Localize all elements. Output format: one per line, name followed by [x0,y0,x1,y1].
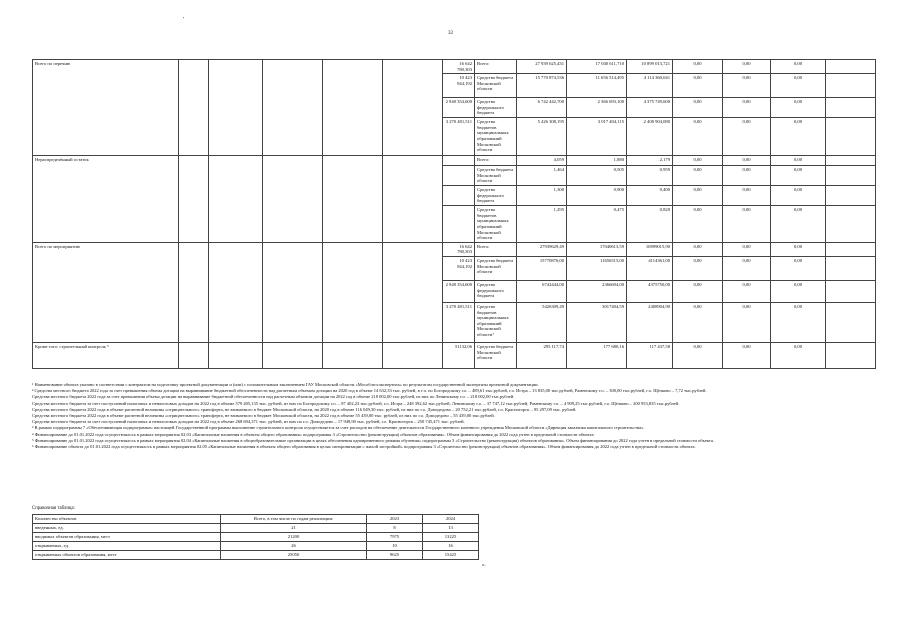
footnote: ⁴ Финансирование до 01.01.2022 года осуществлялось в рамках мероприятия 02.03 «Капитальные вложения в объекты общего образования» подпрограммы 3 «Строительство (реконструкция) объектов образования». Объем финансирования до 2022 года учтен в предельной стоимости объекта. [32,431,595,437]
empty-cell [826,256,876,280]
funding-table [32,59,905,369]
prior-amount [443,206,475,243]
amount-zero: 0,00 [673,186,723,206]
empty-cell [179,342,209,368]
amount-2023: 0,505 [567,166,627,186]
amount-zero: 0,00 [723,166,771,186]
amount-zero: 0,00 [723,156,771,166]
amount-zero: 0,00 [771,242,826,256]
amount-2024: 10 899 013,721 [627,60,673,74]
amount-zero: 0,00 [723,256,771,280]
amount-zero: 0,00 [771,156,826,166]
amount-total: 1,464 [517,166,567,186]
reference-cell-y1: 10 [367,542,423,551]
empty-cell [826,242,876,256]
empty-cell [209,242,263,342]
amount-total: 15 770 874,536 [517,74,567,98]
amount-zero: 0,00 [771,206,826,243]
amount-zero: 0,00 [771,74,826,98]
amount-zero: 0,00 [673,98,723,118]
footnote: ³ В рамках подпрограммы 7 «Обеспечивающая подпрограмма» настоящей Государственной программы выполнение строительного контроля осуществляется за счет расходов на обеспечение деятельности Государственного казенного учреждения Московской области «Дирекция заказчика капитального строительства». [32,425,645,431]
reference-row [33,533,479,542]
reference-header-label: Количество объектов [33,515,221,524]
amount-2024: 117 437,58 [627,342,673,368]
prior-amount: 16 642 780,303 [443,242,475,256]
amount-total: 295 117,74 [517,342,567,368]
reference-cell-total: 26 [221,542,367,551]
amount-zero: 0,00 [723,342,771,368]
empty-cell [826,60,876,74]
reference-header-total: Всего, в том числе по годам реализации: [221,515,367,524]
empty-cell [826,98,876,118]
amount-2023: 11656515,00 [567,256,627,280]
funding-source: Всего: [475,156,517,166]
amount-zero: 0,00 [771,342,826,368]
prior-amount: 10 423 944,192 [443,74,475,98]
amount-2023: 0,900 [567,186,627,206]
reference-table-title: Справочная таблица: [32,506,75,511]
table-row [33,242,905,256]
amount-zero: 0,00 [673,242,723,256]
section-title: Всего по перечню [33,60,179,156]
prior-amount: 2 948 354,600 [443,98,475,118]
empty-cell [323,60,383,156]
section-title: Кроме того: строительный контроль ⁵ [33,342,179,368]
amount-total: 1,295 [517,206,567,243]
amount-total: 1,300 [517,186,567,206]
amount-2023: 11 656 514,495 [567,74,627,98]
amount-total: 27939629,49 [517,242,567,256]
closing-quote: ». [482,563,486,568]
amount-zero: 0,00 [723,60,771,74]
stray-mark: ' [183,17,185,23]
empty-cell [383,342,443,368]
footnote: ² Средства местного бюджета 2022 года за счет превышения объема дотации на выравнивание бюджетной обеспеченности над расчетным объемом дотации на 2020 год в объеме 14 632,33 тыс. рублей, в т.ч. по Богородскому г.о. – 489,61 тыс.рублей, г.о. Истра – 13 835,00 тыс.рублей, Раменскому г.о. – 300,00 тыс.рублей, г.о. Щёлково – 7,72 тыс.рублей. [32,388,707,394]
amount-2024: 4 114 360,041 [627,74,673,98]
amount-2023: 1,880 [567,156,627,166]
amount-2024: 4375750,00 [627,280,673,302]
amount-zero: 0,00 [673,156,723,166]
empty-cell [826,166,876,186]
amount-zero: 0,00 [673,206,723,243]
reference-cell-y1: 9625 [367,551,423,560]
amount-zero: 0,00 [771,118,826,156]
amount-zero: 0,00 [673,166,723,186]
reference-row [33,524,479,533]
amount-zero: 0,00 [673,280,723,302]
reference-cell-y1: 7975 [367,533,423,542]
amount-zero: 0,00 [673,60,723,74]
page-number: 32 [448,31,453,36]
reference-cell-y1: 8 [367,524,423,533]
amount-2023: 177 680,16 [567,342,627,368]
footnotes [32,382,877,450]
amount-zero: 0,00 [771,280,826,302]
amount-total: 27 939 625,431 [517,60,567,74]
footnote: ⁵ Финансирование до 01.01.2022 года осуществлялось в рамках мероприятия 02.04 «Капитальные вложения в общеобразовательные организации в целях обеспечения одновременного режима обучения» подпрограммы 3 «Строительство (реконструкция) объектов образования». Объем финансирования до 2022 года учтен в предельной стоимости объекта. [32,437,715,443]
amount-zero: 0,00 [723,186,771,206]
reference-cell-label: открываемых объектов образования, мест [33,551,221,560]
empty-cell [179,156,209,243]
amount-zero: 0,00 [771,186,826,206]
reference-cell-y2: 13225 [423,533,479,542]
amount-zero: 0,00 [723,118,771,156]
footnote: ⁶ Финансирование объекта до 01.01.2022 года осуществлялось в рамках мероприятия 02.05 «Капитальные вложения в объекты общего образования в целях синхронизации с жилой застройкой» подпрограммы 3 «Строительство (реконструкция) объектов образования». Объем финансирования до 2022 года учтен в предельной стоимости объекта. [32,444,696,450]
amount-2024: 0,820 [627,206,673,243]
amount-2024: 2408904,90 [627,302,673,342]
amount-total: 5426309,49 [517,302,567,342]
amount-total: 15770876,00 [517,256,567,280]
reference-cell-label: введенных, ед. [33,524,221,533]
reference-cell-y2: 16 [423,542,479,551]
prior-amount [443,166,475,186]
prior-amount: 3 270 481,511 [443,118,475,156]
funding-source: Средства бюджета Московской области [475,256,517,280]
amount-zero: 0,00 [673,118,723,156]
amount-zero: 0,00 [723,98,771,118]
funding-source: Средства бюджетов муниципальных образований Московской области⁷ [475,302,517,342]
empty-cell [383,60,443,156]
reference-table [32,514,479,560]
reference-cell-label: открываемых, ед. [33,542,221,551]
amount-2024: 2,179 [627,156,673,166]
reference-header-row [33,515,479,524]
amount-zero: 0,00 [771,302,826,342]
amount-total: 4,059 [517,156,567,166]
amount-total: 6 742 442,700 [517,98,567,118]
amount-2024: 10899015,90 [627,242,673,256]
footnote: Средства местного бюджета 2022 года за счет превышения объема дотации на выравнивание бюджетной обеспеченности над расчетным объемом дотации на 2022 год в объеме 218 002,00 тыс.рублей, из них по Ленинскому г.о. – 218 002,00 тыс.рублей. [32,394,515,400]
amount-zero: 0,00 [771,256,826,280]
prior-amount: 2 948 354,600 [443,280,475,302]
empty-cell [179,60,209,156]
footnote: Средства местного бюджета 2022 года в объеме расчетной величины «отрицательного» трансферта, не взимаемого в бюджет Московской области, на 2020 год в объеме 116 049,30 тыс. рублей, из них по г.о. Домодедово – 20 752,21 тыс.рублей, г.о. Красногорск – 95 297,09 тыс. рублей. [32,406,577,412]
reference-cell-y2: 15425 [423,551,479,560]
amount-zero: 0,00 [723,242,771,256]
amount-2024: 4 375 749,600 [627,98,673,118]
amount-zero: 0,00 [673,74,723,98]
empty-cell [826,206,876,243]
funding-source: Средства бюджета Московской области [475,166,517,186]
funding-source: Средства бюджетов муниципальных образований Московской области [475,118,517,156]
empty-cell [263,156,323,243]
amount-zero: 0,00 [723,302,771,342]
reference-cell-label: вводимых объектов образования, мест [33,533,221,542]
amount-zero: 0,00 [723,74,771,98]
empty-cell [263,342,323,368]
empty-cell [323,342,383,368]
footnote: ¹ Наименование объекта указано в соответствии с контрактом на подготовку проектной документации и (или) с положительным заключением ГАУ Московской области «Мособлгосэкспертиза» по результатам государственной экспертизы проектной документации. [32,382,539,387]
amount-zero: 0,00 [673,256,723,280]
amount-2023: 2366694,00 [567,280,627,302]
prior-amount: 10 423 944,192 [443,256,475,280]
empty-cell [826,118,876,156]
prior-amount: 51132,06 [443,342,475,368]
reference-header-year-1: 2023 [367,515,423,524]
amount-2023: 17040613,59 [567,242,627,256]
amount-2024: 0,400 [627,186,673,206]
funding-source: Средства федерального бюджета [475,186,517,206]
prior-amount: 16 642 780,303 [443,60,475,74]
footnote: Средства местного бюджета 2022 года в объеме расчетной величины «отрицательного» трансферта, не взимаемого в бюджет Московской области, на 2022 год в объеме 55 439,00 тыс. рублей, из них по г.о. Домодедово – 55 439,00 тыс.рублей. [32,413,495,419]
prior-amount: 3 270 481,511 [443,302,475,342]
amount-zero: 0,00 [673,342,723,368]
table-row [33,60,905,74]
funding-source: Средства бюджета Московской области [475,74,517,98]
footnote: Средства местного бюджета за счет поступлений налоговых и неналоговых доходов на 2022 год в объеме 579 405,135 тыс. рублей, из них по Богородскому г.о. – 87 402,23 тыс.рублей, г.о. Истра – 248 392,62 тыс.рублей, Ленинскому г.о. – 37 747,12 тыс.рублей, Раменскому г.о. – 4 909,25 тыс.рублей, г.о. Щёлково – 200 953,835 тыс.рублей. [32,400,680,406]
empty-cell [209,342,263,368]
amount-zero: 0,00 [673,302,723,342]
empty-cell [383,242,443,342]
amount-2023: 0,475 [567,206,627,243]
empty-cell [209,156,263,243]
empty-cell [826,302,876,342]
section-title: Нераспределённый остаток [33,156,179,243]
amount-zero: 0,00 [723,280,771,302]
funding-source: Средства федерального бюджета [475,280,517,302]
reference-row [33,542,479,551]
empty-cell [826,186,876,206]
prior-amount [443,156,475,166]
amount-2023: 3 017 404,115 [567,118,627,156]
empty-cell [826,156,876,166]
empty-cell [826,74,876,98]
empty-cell [323,242,383,342]
table-row [33,342,905,368]
amount-zero: 0,00 [723,206,771,243]
prior-amount [443,186,475,206]
amount-2023: 2 366 693,100 [567,98,627,118]
empty-cell [383,156,443,243]
empty-cell [323,156,383,243]
amount-zero: 0,00 [771,60,826,74]
amount-2024: 0,959 [627,166,673,186]
funding-source: Всего: [475,242,517,256]
funding-source: Средства федерального бюджета [475,98,517,118]
empty-cell [209,60,263,156]
amount-total: 6742444,00 [517,280,567,302]
amount-zero: 0,00 [771,166,826,186]
funding-source: Всего: [475,60,517,74]
empty-cell [263,60,323,156]
empty-cell [826,280,876,302]
empty-cell [263,242,323,342]
reference-header-year-2: 2024 [423,515,479,524]
amount-2024: 4114361,00 [627,256,673,280]
reference-row [33,551,479,560]
amount-2023: 17 040 611,710 [567,60,627,74]
footnote: Средства местного бюджета за счет поступлений налоговых и неналоговых доходов на 2022 год в объеме 268 694,371 тыс. рублей, из них по г.о. Домодедово – 17 948,90 тыс. рублей, г.о. Красногорск – 250 745,471 тыс. рублей. [32,419,465,425]
reference-cell-y2: 13 [423,524,479,533]
amount-2023: 3017404,59 [567,302,627,342]
reference-cell-total: 21 [221,524,367,533]
amount-2024: 2 408 904,080 [627,118,673,156]
empty-cell [179,242,209,342]
reference-cell-total: 25050 [221,551,367,560]
empty-cell [826,342,876,368]
funding-source: Средства бюджета Московской области [475,342,517,368]
amount-zero: 0,00 [771,98,826,118]
table-row [33,156,905,166]
amount-total: 5 426 308,195 [517,118,567,156]
reference-cell-total: 21200 [221,533,367,542]
section-title: Всего по мероприятию [33,242,179,342]
funding-source: Средства бюджетов муниципальных образований Московской области [475,206,517,243]
